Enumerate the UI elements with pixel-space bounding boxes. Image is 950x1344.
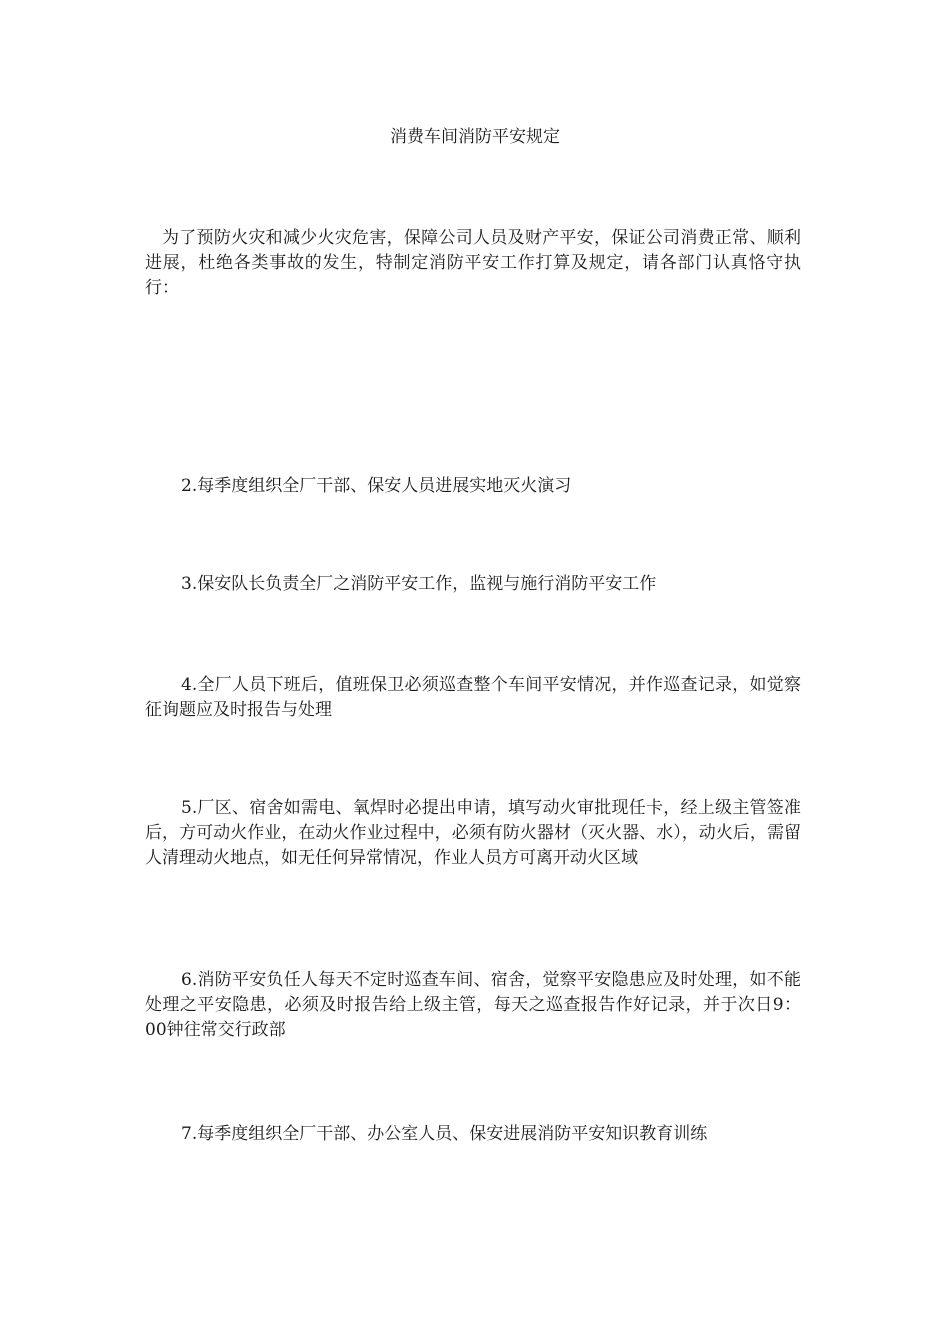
- rule-item-4: 4.全厂人员下班后，值班保卫必须巡查整个车间平安情况，并作巡查记录，如觉察征询题应及时报告与处理: [145, 675, 801, 720]
- document-title: 消费车间消防平安规定: [390, 127, 560, 147]
- rule-item-5: 5.厂区、宿舍如需电、氧焊时必提出申请，填写动火审批现任卡，经上级主管签准后，方可动火作业，在动火作业过程中，必须有防火器材（灭火器、水），动火后，需留人清理动火地点，如无任何异常情况，作业人员方可离开动火区域: [145, 798, 801, 868]
- rule-item-6: 6.消防平安负任人每天不定时巡查车间、宿舍，觉察平安隐患应及时处理，如不能处理之平安隐患，必须及时报告给上级主管，每天之巡查报告作好记录，并于次日9：00钟往常交行政部: [145, 970, 801, 1040]
- rule-item-7: 7.每季度组织全厂干部、办公室人员、保安进展消防平安知识教育训练: [181, 1124, 708, 1144]
- rule-item-2: 2.每季度组织全厂干部、保安人员进展实地灭火演习: [181, 476, 572, 496]
- intro-paragraph: 为了预防火灾和减少火灾危害，保障公司人员及财产平安，保证公司消费正常、顺利进展，杜绝各类事故的发生，特制定消防平安工作打算及规定，请各部门认真恪守执行：: [145, 228, 801, 298]
- rule-item-3: 3.保安队长负责全厂之消防平安工作，监视与施行消防平安工作: [181, 574, 657, 594]
